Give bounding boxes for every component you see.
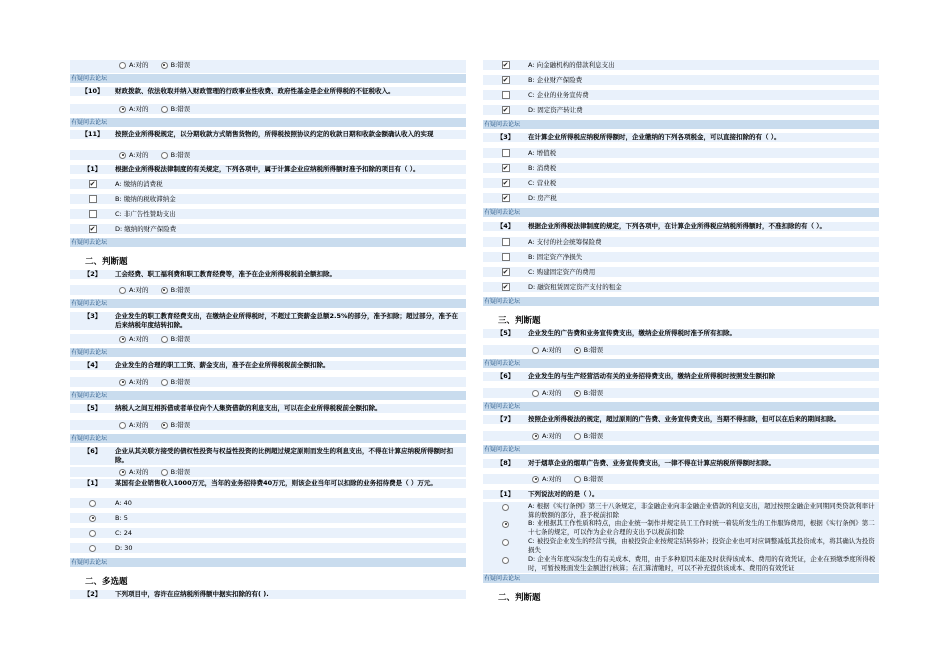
radio-a[interactable] [532, 347, 539, 354]
checkbox[interactable]: ✔ [89, 180, 96, 188]
radio-a[interactable] [119, 287, 126, 294]
question-row: 【2】 下列项目中，容许在应纳税所得额中据实扣除的有( ). [70, 590, 466, 599]
question-row: 【1】 下列说法对的的是（ ）。 [483, 490, 879, 499]
forum-link[interactable]: 有疑问去论坛 [483, 208, 879, 217]
option-row: ✔ A: 向金融机构的借款利息支出 [483, 60, 879, 70]
forum-link[interactable]: 有疑问去论坛 [70, 434, 466, 443]
forum-link[interactable]: 有疑问去论坛 [70, 558, 466, 567]
question-row: 【11】 按照企业所得税规定，以分期收款方式销售货物的，所得税按照协议约定的收款日期和收款金额确认收入的实现 [70, 130, 466, 139]
option-row: C: 非广告性赞助支出 [70, 209, 466, 219]
question-row: 【4】 根据企业所得税法律制度的规定，下列各项中，在计算企业所得税应纳税所得额时，不准扣除的有（ ）。 [483, 222, 879, 231]
checkbox[interactable]: ✔ [502, 194, 509, 202]
option-row: ✔ B: 企业财产保险费 [483, 75, 879, 85]
option-row: B: 缴纳的税收滞纳金 [70, 194, 466, 204]
forum-link[interactable]: 有疑问去论坛 [70, 238, 466, 247]
question-row: 【3】 企业发生的职工教育经费支出，在缴纳企业所得税时，不超过工资薪金总额2.5%的部分，准予扣除；超过部分，准予在后来纳税年度结转扣除。 [70, 312, 466, 330]
option-row: A: 根据《实行条例》第三十八条规定，非金融企业向非金融企业借款的利息支出，超过按照金融企业同期同类贷款利率计算的数额的部分，准予税前扣除 [483, 502, 879, 520]
question-row: 【5】 企业发生的广告费和业务宣传费支出，缴纳企业所得税时准予所有扣除。 [483, 329, 879, 338]
radio-b[interactable] [161, 336, 168, 343]
option-row: ✔ A: 缴纳的消费税 [70, 179, 466, 189]
forum-link[interactable]: 有疑问去论坛 [483, 402, 879, 411]
option-row: A: 增值税 [483, 148, 879, 158]
radio-a[interactable] [119, 379, 126, 386]
checkbox[interactable]: ✔ [89, 225, 96, 233]
tf-answer: A:对的 B:错误 [483, 474, 879, 484]
tf-answer: A:对的 B:错误 [70, 104, 466, 114]
option-row: ✔ C: 营业税 [483, 178, 879, 188]
radio-a[interactable] [119, 469, 126, 476]
tf-answer: A:对的 B:错误 [70, 285, 466, 295]
forum-link[interactable]: 有疑问去论坛 [70, 118, 466, 127]
tf-answer: A:对的 B:错误 [70, 377, 466, 387]
radio-a[interactable] [119, 152, 126, 159]
forum-link[interactable]: 有疑问去论坛 [70, 74, 466, 83]
radio-a[interactable] [119, 62, 126, 69]
radio-option[interactable] [502, 557, 509, 564]
option-row: C: 24 [70, 528, 466, 538]
option-row: A: 支付的社会统筹保险费 [483, 237, 879, 247]
tf-answer: A:对的 B:错误 [483, 345, 879, 355]
forum-link[interactable]: 有疑问去论坛 [483, 574, 879, 583]
radio-a[interactable] [119, 422, 126, 429]
option-row: ✔ B: 消费税 [483, 163, 879, 173]
question-row: 【10】 财政拨款、依法收取并纳入财政管理的行政事业性收费、政府性基金是企业所得税的不征税收入。 [70, 87, 466, 96]
radio-b[interactable] [574, 390, 581, 397]
checkbox[interactable]: ✔ [502, 268, 509, 276]
checkbox[interactable] [89, 210, 97, 218]
section-heading: 二、判断题 [498, 593, 541, 603]
question-row: 【3】 在计算企业所得税应纳税所得额时，企业缴纳的下列各项税金，可以直接扣除的有（ ）。 [483, 133, 879, 142]
question-row: 【6】 企业从其关联方接受的债权性投资与权益性投资的比例超过规定原则而发生的利息支出，不得在计算应纳税所得额时扣除。 [70, 447, 466, 465]
radio-b[interactable] [161, 106, 168, 113]
tf-answer: A:对的 B:错误 [483, 388, 879, 398]
question-row: 【1】 某国有企业销售收入1000万元，当年的业务招待费40万元，则该企业当年可以扣除的业务招待费是（ ）万元。 [70, 479, 466, 488]
radio-b[interactable] [574, 476, 581, 483]
forum-link[interactable]: 有疑问去论坛 [483, 297, 879, 306]
checkbox[interactable] [502, 91, 510, 99]
radio-option[interactable] [89, 500, 96, 507]
checkbox[interactable] [89, 195, 97, 203]
tf-answer: A:对的 B:错误 [70, 334, 466, 344]
option-row: D: 企业当年度实际发生的有关成本、费用，由于多种原因未能及时获得该成本、费用的有效凭证，企业在预缴季度所得税时，可暂按账面发生金额进行核算；在汇算清缴时，可以不补充提供该成本、费用的有效凭证 [483, 555, 879, 573]
option-row: ✔ D: 融资租赁固定资产支付的租金 [483, 282, 879, 292]
option-row: D: 30 [70, 543, 466, 553]
radio-option[interactable] [502, 521, 509, 528]
option-row: ✔ D: 缴纳的财产保险费 [70, 224, 466, 234]
option-row: ✔ D: 固定资产转让费 [483, 105, 879, 115]
radio-b[interactable] [161, 62, 168, 69]
radio-option[interactable] [502, 504, 509, 511]
option-row: B: 固定资产净损失 [483, 252, 879, 262]
radio-b[interactable] [161, 152, 168, 159]
checkbox[interactable]: ✔ [502, 61, 509, 69]
checkbox[interactable]: ✔ [502, 106, 509, 114]
tf-answer: A:对的 B:错误 [483, 431, 879, 441]
checkbox[interactable]: ✔ [502, 76, 509, 84]
option-row: B: 5 [70, 513, 466, 523]
radio-b[interactable] [161, 469, 168, 476]
radio-option[interactable] [502, 539, 509, 546]
section-heading: 二、判断题 [85, 257, 128, 267]
radio-b[interactable] [161, 422, 168, 429]
question-row: 【7】 按照企业所得税法的规定，超过原则的广告费、业务宣传费支出，当期不得扣除，但可以在后来的期间扣除。 [483, 415, 879, 424]
option-row: A: 40 [70, 498, 466, 508]
question-row: 【8】 对于烟草企业的烟草广告费、业务宣传费支出，一律不得在计算应纳税所得额时扣除。 [483, 459, 879, 468]
option-row: ✔ C: 购建固定资产的费用 [483, 267, 879, 277]
checkbox[interactable]: ✔ [502, 164, 509, 172]
section-heading: 二、多选题 [85, 577, 128, 587]
radio-b[interactable] [161, 379, 168, 386]
checkbox[interactable] [502, 253, 510, 261]
checkbox[interactable] [502, 238, 510, 246]
tf-answer: A:对的 B:错误 [70, 420, 466, 430]
radio-b[interactable] [161, 287, 168, 294]
radio-a[interactable] [119, 106, 126, 113]
radio-a[interactable] [532, 390, 539, 397]
question-row: 【4】 企业发生的合理的职工工资、薪金支出，准予在企业所得税税前全额扣除。 [70, 361, 466, 370]
radio-option[interactable] [89, 545, 96, 552]
question-row: 【6】 企业发生的与生产经营活动有关的业务招待费支出，缴纳企业所得税时按照发生额扣除 [483, 372, 879, 381]
radio-a[interactable] [119, 336, 126, 343]
tf-answer: A:对的 B:错误 [70, 150, 466, 160]
radio-option[interactable] [89, 515, 96, 522]
checkbox[interactable]: ✔ [502, 283, 509, 291]
radio-b[interactable] [574, 433, 581, 440]
radio-b[interactable] [574, 347, 581, 354]
tf-answer: A:对的 B:错误 [70, 467, 466, 477]
tf-question-top: A:对的 B:错误 [70, 60, 466, 73]
checkbox[interactable]: ✔ [502, 179, 509, 187]
option-row: C: 企业的业务宣传费 [483, 90, 879, 100]
question-row: 【2】 工会经费、职工福利费和职工教育经费等，准予在企业所得税税前全额扣除。 [70, 270, 466, 279]
forum-link[interactable]: 有疑问去论坛 [70, 391, 466, 400]
question-row: 【1】 根据企业所得税法律制度的有关规定，下列各项中，属于计算企业应纳税所得额时准予扣除的项目有（ ）。 [70, 165, 466, 174]
checkbox[interactable] [502, 149, 510, 157]
forum-link[interactable]: 有疑问去论坛 [483, 359, 879, 368]
radio-a[interactable] [532, 476, 539, 483]
forum-link[interactable]: 有疑问去论坛 [70, 299, 466, 308]
question-row: 【5】 纳税人之间互相拆借或者单位向个人集资借款的利息支出，可以在企业所得税税前全额扣除。 [70, 404, 466, 413]
forum-link[interactable]: 有疑问去论坛 [483, 120, 879, 129]
forum-link[interactable]: 有疑问去论坛 [483, 445, 879, 454]
section-heading: 三、判断题 [498, 316, 541, 326]
forum-link[interactable]: 有疑问去论坛 [70, 348, 466, 357]
radio-a[interactable] [532, 433, 539, 440]
radio-option[interactable] [89, 530, 96, 537]
option-row: C: 被投资企业发生的经营亏损，由被投资企业按规定结转弥补；投资企业也可对应调整减低其投资成本，将其确认为投资损失 [483, 537, 879, 555]
option-row: ✔ D: 房产税 [483, 193, 879, 203]
option-row: B: 业根据其工作性质和特点，由企业统一制作并规定员工工作时统一着装所发生的工作服饰费用，根据《实行条例》第二十七条的规定，可以作为企业合理的支出予以税前扣除 [483, 519, 879, 537]
